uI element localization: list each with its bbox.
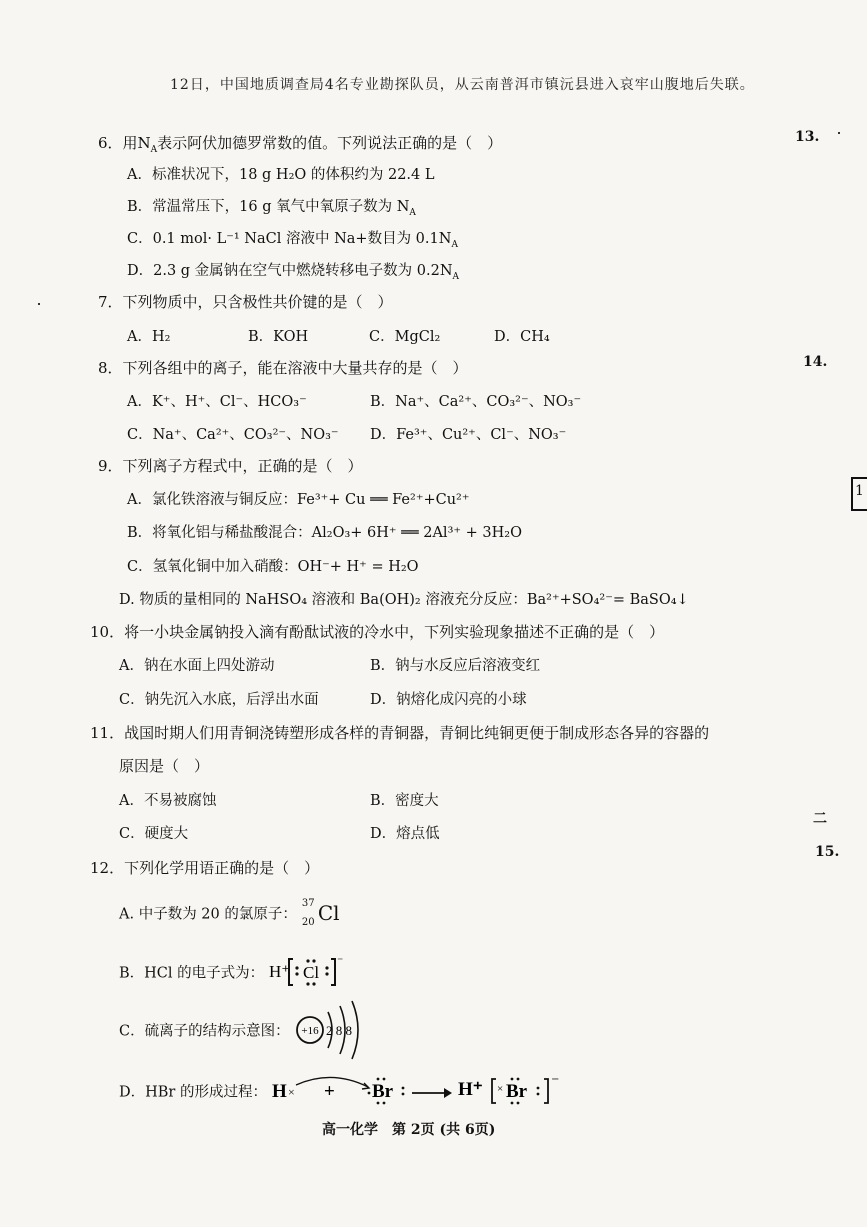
q11-option-b: B．密度大	[370, 793, 439, 809]
q9-option-a: A．氯化铁溶液与铜反应：Fe³⁺+ Cu ══ Fe²⁺+Cu²⁺	[127, 492, 470, 508]
q8-option-a: A．K⁺、H⁺、Cl⁻、HCO₃⁻	[127, 394, 307, 410]
hcl-charge: ⁻	[336, 955, 344, 968]
q6-option-b: B．常温常压下，16 g 氧气中氧原子数为 $N_A$	[127, 199, 416, 218]
scan-speck	[38, 303, 40, 305]
side-box-char: 1	[855, 483, 864, 499]
q8-option-c: C．Na⁺、Ca²⁺、CO₃²⁻、NO₃⁻	[127, 427, 339, 443]
page-footer: 高一化学 第 2页 (共 6页)	[322, 1122, 496, 1138]
q10-option-a: A．钠在水面上四处游动	[119, 658, 275, 674]
q11-stem-line2: 原因是（ ）	[119, 757, 210, 775]
side-number-13: 13.	[795, 129, 820, 145]
q6-option-a: A．标准状况下，18 g H₂O 的体积约为 22.4 L	[127, 167, 435, 183]
svg-text:×: ×	[287, 1085, 295, 1099]
side-number-15: 15.	[815, 844, 840, 860]
hbr-h-atom: H	[271, 1081, 287, 1102]
page-header-text: 12日，中国地质调查局4名专业勘探队员，从云南普洱市镇沅县进入哀牢山腹地后失联。	[170, 77, 755, 93]
chlorine-isotope-notation: 37 20	[301, 898, 315, 928]
hbr-plus: +	[323, 1081, 335, 1102]
q11-stem: 11．战国时期人们用青铜浇铸塑形成各样的青铜器，青铜比纯铜更便于制成形态各异的容器的	[90, 724, 710, 742]
sulfide-ion-structure-diagram	[294, 1000, 384, 1060]
q11-option-c: C．硬度大	[119, 826, 189, 842]
q9-option-d: D. 物质的量相同的 NaHSO₄ 溶液和 Ba(OH)₂ 溶液充分反应：Ba²⁺+SO₄²⁻= BaSO₄↓	[119, 592, 689, 608]
q7-option-d: D．CH₄	[494, 329, 550, 345]
side-number-14: 14.	[803, 354, 828, 370]
nucleus-charge: +16	[301, 1025, 319, 1037]
side-section-fragment: 二	[813, 811, 827, 827]
q6-stem: 6．用$N_A$表示阿伏加德罗常数的值。下列说法正确的是（ ）	[98, 134, 503, 155]
q10-stem: 10．将一小块金属钠投入滴有酚酞试液的冷水中，下列实验现象描述不正确的是（ ）	[90, 623, 665, 641]
q7-option-b: B．KOH	[248, 329, 309, 345]
scan-speck	[838, 132, 840, 134]
hbr-charge: ⁻	[550, 1074, 560, 1091]
svg-text:×: ×	[496, 1083, 503, 1095]
hbr-h-ion: H⁺	[457, 1079, 483, 1100]
q9-option-b: B．将氧化铝与稀盐酸混合：Al₂O₃+ 6H⁺ ══ 2Al³⁺ + 3H₂O	[127, 525, 522, 541]
hcl-cl-symbol: Cl	[302, 963, 319, 982]
hcl-h-ion: H⁺	[268, 962, 291, 981]
q8-option-b: B．Na⁺、Ca²⁺、CO₃²⁻、NO₃⁻	[370, 394, 582, 410]
side-box-fragment	[851, 477, 867, 511]
hbr-br-atom: Br	[371, 1081, 393, 1102]
q12-stem: 12．下列化学用语正确的是（ ）	[90, 859, 320, 877]
q12-option-d: D．HBr 的形成过程： H × + Br H⁺ × Br ⁻	[119, 1073, 612, 1109]
q7-stem: 7．下列物质中，只含极性共价键的是（ ）	[98, 293, 393, 311]
q8-stem: 8．下列各组中的离子，能在溶液中大量共存的是（ ）	[98, 359, 468, 377]
q12-option-b: B．HCl 的电子式为： H⁺ Cl ⁻	[119, 955, 359, 989]
q10-option-d: D．钠熔化成闪亮的小球	[370, 692, 527, 708]
q7-option-c: C．MgCl₂	[369, 329, 441, 345]
q10-option-b: B．钠与水反应后溶液变红	[370, 658, 541, 674]
q9-option-c: C．氢氧化铜中加入硝酸：OH⁻+ H⁺ = H₂O	[127, 559, 419, 575]
q10-option-c: C．钠先沉入水底，后浮出水面	[119, 692, 319, 708]
q12-option-a: A. 中子数为 20 的氯原子： 37 20 Cl	[119, 898, 340, 928]
hcl-electron-formula	[269, 955, 359, 989]
hbr-formation-diagram	[272, 1073, 612, 1109]
q9-stem: 9．下列离子方程式中，正确的是（ ）	[98, 457, 363, 475]
q7-option-a: A．H₂	[127, 329, 171, 345]
q12-option-c: C．硫离子的结构示意图： +16 2 8 8	[119, 1000, 384, 1060]
q11-option-a: A．不易被腐蚀	[119, 793, 217, 809]
q6-option-d: D．2.3 g 金属钠在空气中燃烧转移电子数为 $0.2N_A$	[127, 263, 460, 282]
hbr-br-ion: Br	[505, 1081, 527, 1102]
q8-option-d: D．Fe³⁺、Cu²⁺、Cl⁻、NO₃⁻	[370, 427, 567, 443]
q11-option-d: D．熔点低	[370, 826, 440, 842]
q6-option-c: C．0.1 mol· L⁻¹ NaCl 溶液中 Na+数目为 $0.1N_A$	[127, 231, 458, 250]
electron-shells: 2 8 8	[326, 1023, 353, 1038]
